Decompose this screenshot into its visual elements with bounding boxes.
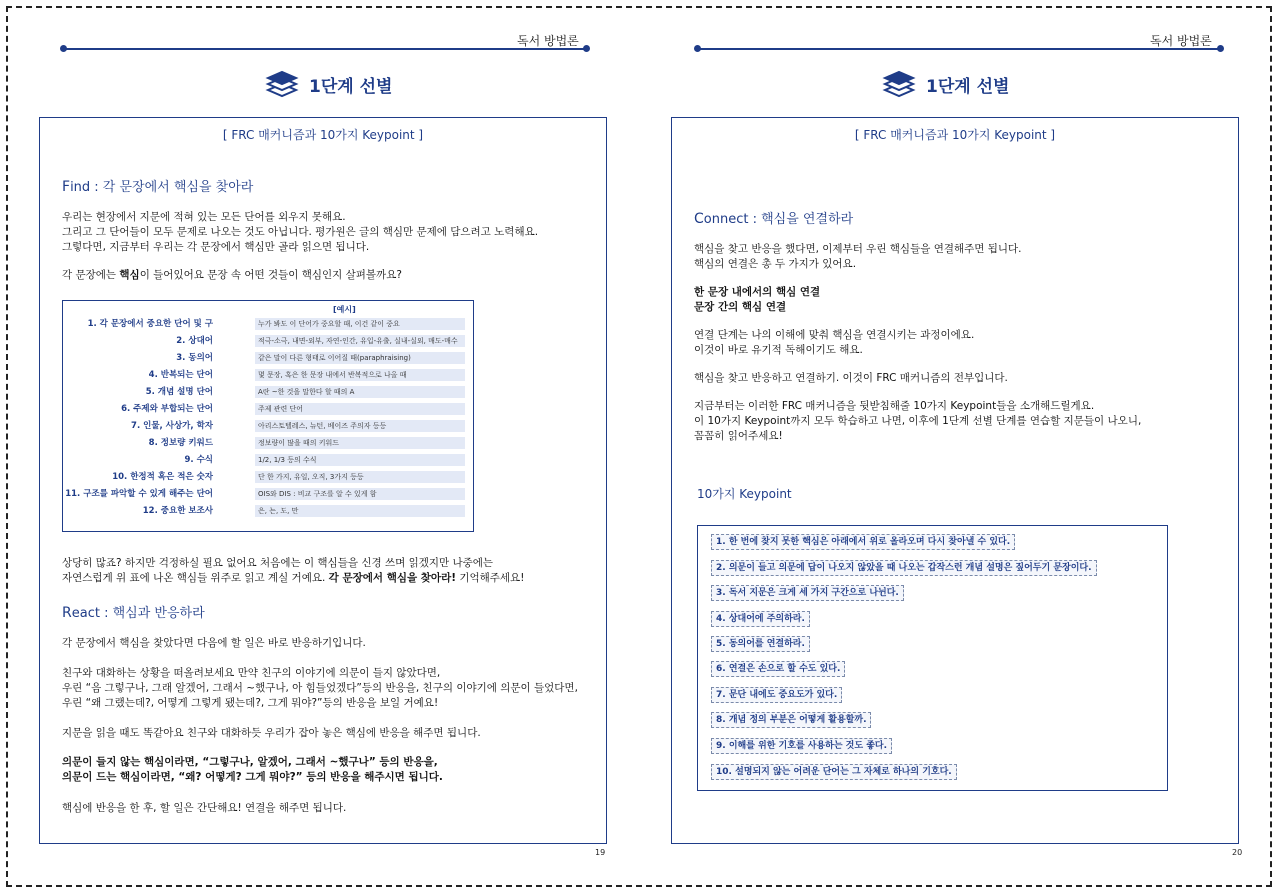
react-paragraph-1: 각 문장에서 핵심을 찾았다면 다음에 할 일은 바로 반응하기입니다. xyxy=(62,637,366,649)
list-item: 8. 개념 정의 부분은 어떻게 활용할까. xyxy=(711,712,871,728)
keypoint-title: 10가지 Keypoint xyxy=(697,487,792,501)
content-box xyxy=(671,117,1239,844)
header-rule xyxy=(697,48,1221,50)
keypoint-list xyxy=(697,525,1168,791)
connect-paragraph-5: 지금부터는 이러한 FRC 매커니즘을 뒷받침해줄 10가지 Keypoint들을 소개해드릴게요. 이 10가지 Keypoint까지 모두 학습하고 나면, 이후에 1단계 선별 단계를 연습할 지문들이 나오니, 꼼꼼히 읽어주세요! xyxy=(694,400,1142,442)
react-paragraph-2: 친구와 대화하는 상황을 떠올려보세요 만약 친구의 이야기에 의문이 들지 않았다면, 우린 “음 그렇구나, 그래 알겠어, 그래서 ~했구나, 아 힘들었겠다”등의 반응을, 친구의 이야기에 의문이 들었다면, 우린 “왜 그랬는데?, 어떻게 그렇게 됐는데?, 그게 뭐야?”등의 반응을 보일 거예요! xyxy=(62,667,578,709)
list-item: 7. 문단 내에도 중요도가 있다. xyxy=(711,687,842,703)
left-page xyxy=(30,20,630,865)
chapter-heading xyxy=(882,70,1009,98)
page-number: 19 xyxy=(595,848,606,857)
find-paragraph-1: 우리는 현장에서 지문에 적혀 있는 모든 단어를 외우지 못해요. 그리고 그 단어들이 모두 문제로 나오는 것도 아닙니다. 평가원은 글의 핵심만 문제에 담으려고 노력해요. 그렇다면, 지금부터 우리는 각 문장에서 핵심만 골라 읽으면 됩니다. xyxy=(62,211,539,253)
example-row: 8. 정보량 키워드 정보량이 많을 때의 키워드 xyxy=(63,437,473,451)
connect-paragraph-2: 한 문장 내에서의 핵심 연결 문장 간의 핵심 연결 xyxy=(694,286,821,313)
book-stack-icon xyxy=(882,70,916,98)
right-page xyxy=(660,20,1260,865)
summary-paragraph: 상당히 많죠? 하지만 걱정하실 필요 없어요 처음에는 이 핵심들을 신경 쓰며 읽겠지만 나중에는 자연스럽게 위 표에 나온 핵심들 위주로 읽고 계실 거예요. 각 문장에서 핵심을 찾아라! 기억해주세요! xyxy=(62,557,525,584)
connect-paragraph-1: 핵심을 찾고 반응을 했다면, 이제부터 우린 핵심들을 연결해주면 됩니다. 핵심의 연결은 총 두 가지가 있어요. xyxy=(694,243,1022,270)
react-paragraph-5: 핵심에 반응을 한 후, 할 일은 간단해요! 연결을 해주면 됩니다. xyxy=(62,802,347,814)
find-paragraph-2: 각 문장에는 핵심이 들어있어요 문장 속 어떤 것들이 핵심인지 살펴볼까요? xyxy=(62,269,402,281)
chapter-heading xyxy=(265,70,392,98)
list-item: 4. 상대어에 주의하라. xyxy=(711,611,810,627)
list-item: 1. 한 번에 찾지 못한 핵심은 아래에서 위로 올라오며 다시 찾아낼 수 있다. xyxy=(711,534,1015,550)
example-row: 2. 상대어 적극-소극, 내면-외부, 자연-인간, 유입-유출, 실내-실외, 매도-매수 xyxy=(63,335,473,349)
chapter-title: 1단계 선별 xyxy=(309,76,393,97)
example-row: 11. 구조를 파악할 수 있게 해주는 단어 OIS와 DIS : 비교 구조를 알 수 있게 함 xyxy=(63,488,473,502)
section-title-react: React : 핵심과 반응하라 xyxy=(62,605,205,621)
example-heading: [예시] xyxy=(333,305,356,314)
running-header: 독서 방법론 xyxy=(517,34,579,48)
section-title-find: Find : 각 문장에서 핵심을 찾아라 xyxy=(62,179,254,195)
list-item: 9. 이해를 위한 기호를 사용하는 것도 좋다. xyxy=(711,738,892,754)
example-row: 12. 중요한 보조사 은, 는, 도, 만 xyxy=(63,505,473,519)
example-row: 10. 한정적 혹은 적은 숫자 단 한 가지, 유일, 오직, 3가지 등등 xyxy=(63,471,473,485)
example-row: 4. 반복되는 단어 몇 문장, 혹은 한 문장 내에서 반복적으로 나올 때 xyxy=(63,369,473,383)
list-item: 10. 설명되지 않는 어려운 단어는 그 자체로 하나의 기호다. xyxy=(711,764,957,780)
example-row: 9. 수식 1/2, 1/3 등의 수식 xyxy=(63,454,473,468)
connect-paragraph-3: 연결 단계는 나의 이해에 맞춰 핵심을 연결시키는 과정이에요. 이것이 바로 유기적 독해이기도 해요. xyxy=(694,329,975,356)
list-item: 5. 동의어를 연결하라. xyxy=(711,636,810,652)
running-header: 독서 방법론 xyxy=(1150,34,1212,48)
section-title-connect: Connect : 핵심을 연결하라 xyxy=(694,211,854,227)
example-row: 1. 각 문장에서 중요한 단어 및 구 누가 봐도 이 단어가 중요할 때, 이건 같이 중요 xyxy=(63,318,473,332)
chapter-title: 1단계 선별 xyxy=(926,76,1010,97)
list-item: 3. 독서 지문은 크게 세 가지 구간으로 나뉜다. xyxy=(711,585,904,601)
list-item: 2. 의문이 들고 의문에 답이 나오지 않았을 때 나오는 갑작스런 개념 설명은 짚어두기 문장이다. xyxy=(711,560,1097,576)
box-title: [ FRC 매커니즘과 10가지 Keypoint ] xyxy=(222,128,424,142)
example-row: 5. 개념 설명 단어 A란 ~한 것을 말한다 할 때의 A xyxy=(63,386,473,400)
page-number: 20 xyxy=(1232,848,1243,857)
list-item: 6. 연결은 손으로 할 수도 있다. xyxy=(711,661,845,677)
content-box xyxy=(39,117,607,844)
example-row: 6. 주제와 부합되는 단어 주제 관련 단어 xyxy=(63,403,473,417)
header-rule xyxy=(63,48,587,50)
book-stack-icon xyxy=(265,70,299,98)
example-row: 7. 인물, 사상가, 학자 아리스토텔레스, 뉴턴, 베이즈 주의자 등등 xyxy=(63,420,473,434)
box-title: [ FRC 매커니즘과 10가지 Keypoint ] xyxy=(854,128,1056,142)
example-row: 3. 동의어 같은 말이 다른 형태로 이어질 때(paraphraising) xyxy=(63,352,473,366)
react-paragraph-3: 지문을 읽을 때도 똑같아요 친구와 대화하듯 우리가 잡아 놓은 핵심에 반응을 해주면 됩니다. xyxy=(62,727,481,739)
react-paragraph-4: 의문이 들지 않는 핵심이라면, “그렇구나, 알겠어, 그래서 ~했구나” 등의 반응을, 의문이 드는 핵심이라면, “왜? 어떻게? 그게 뭐야?” 등의 반응을 해주시면 됩니다. xyxy=(62,756,443,783)
example-table xyxy=(62,300,474,532)
connect-paragraph-4: 핵심을 찾고 반응하고 연결하기. 이것이 FRC 매커니즘의 전부입니다. xyxy=(694,372,1008,384)
